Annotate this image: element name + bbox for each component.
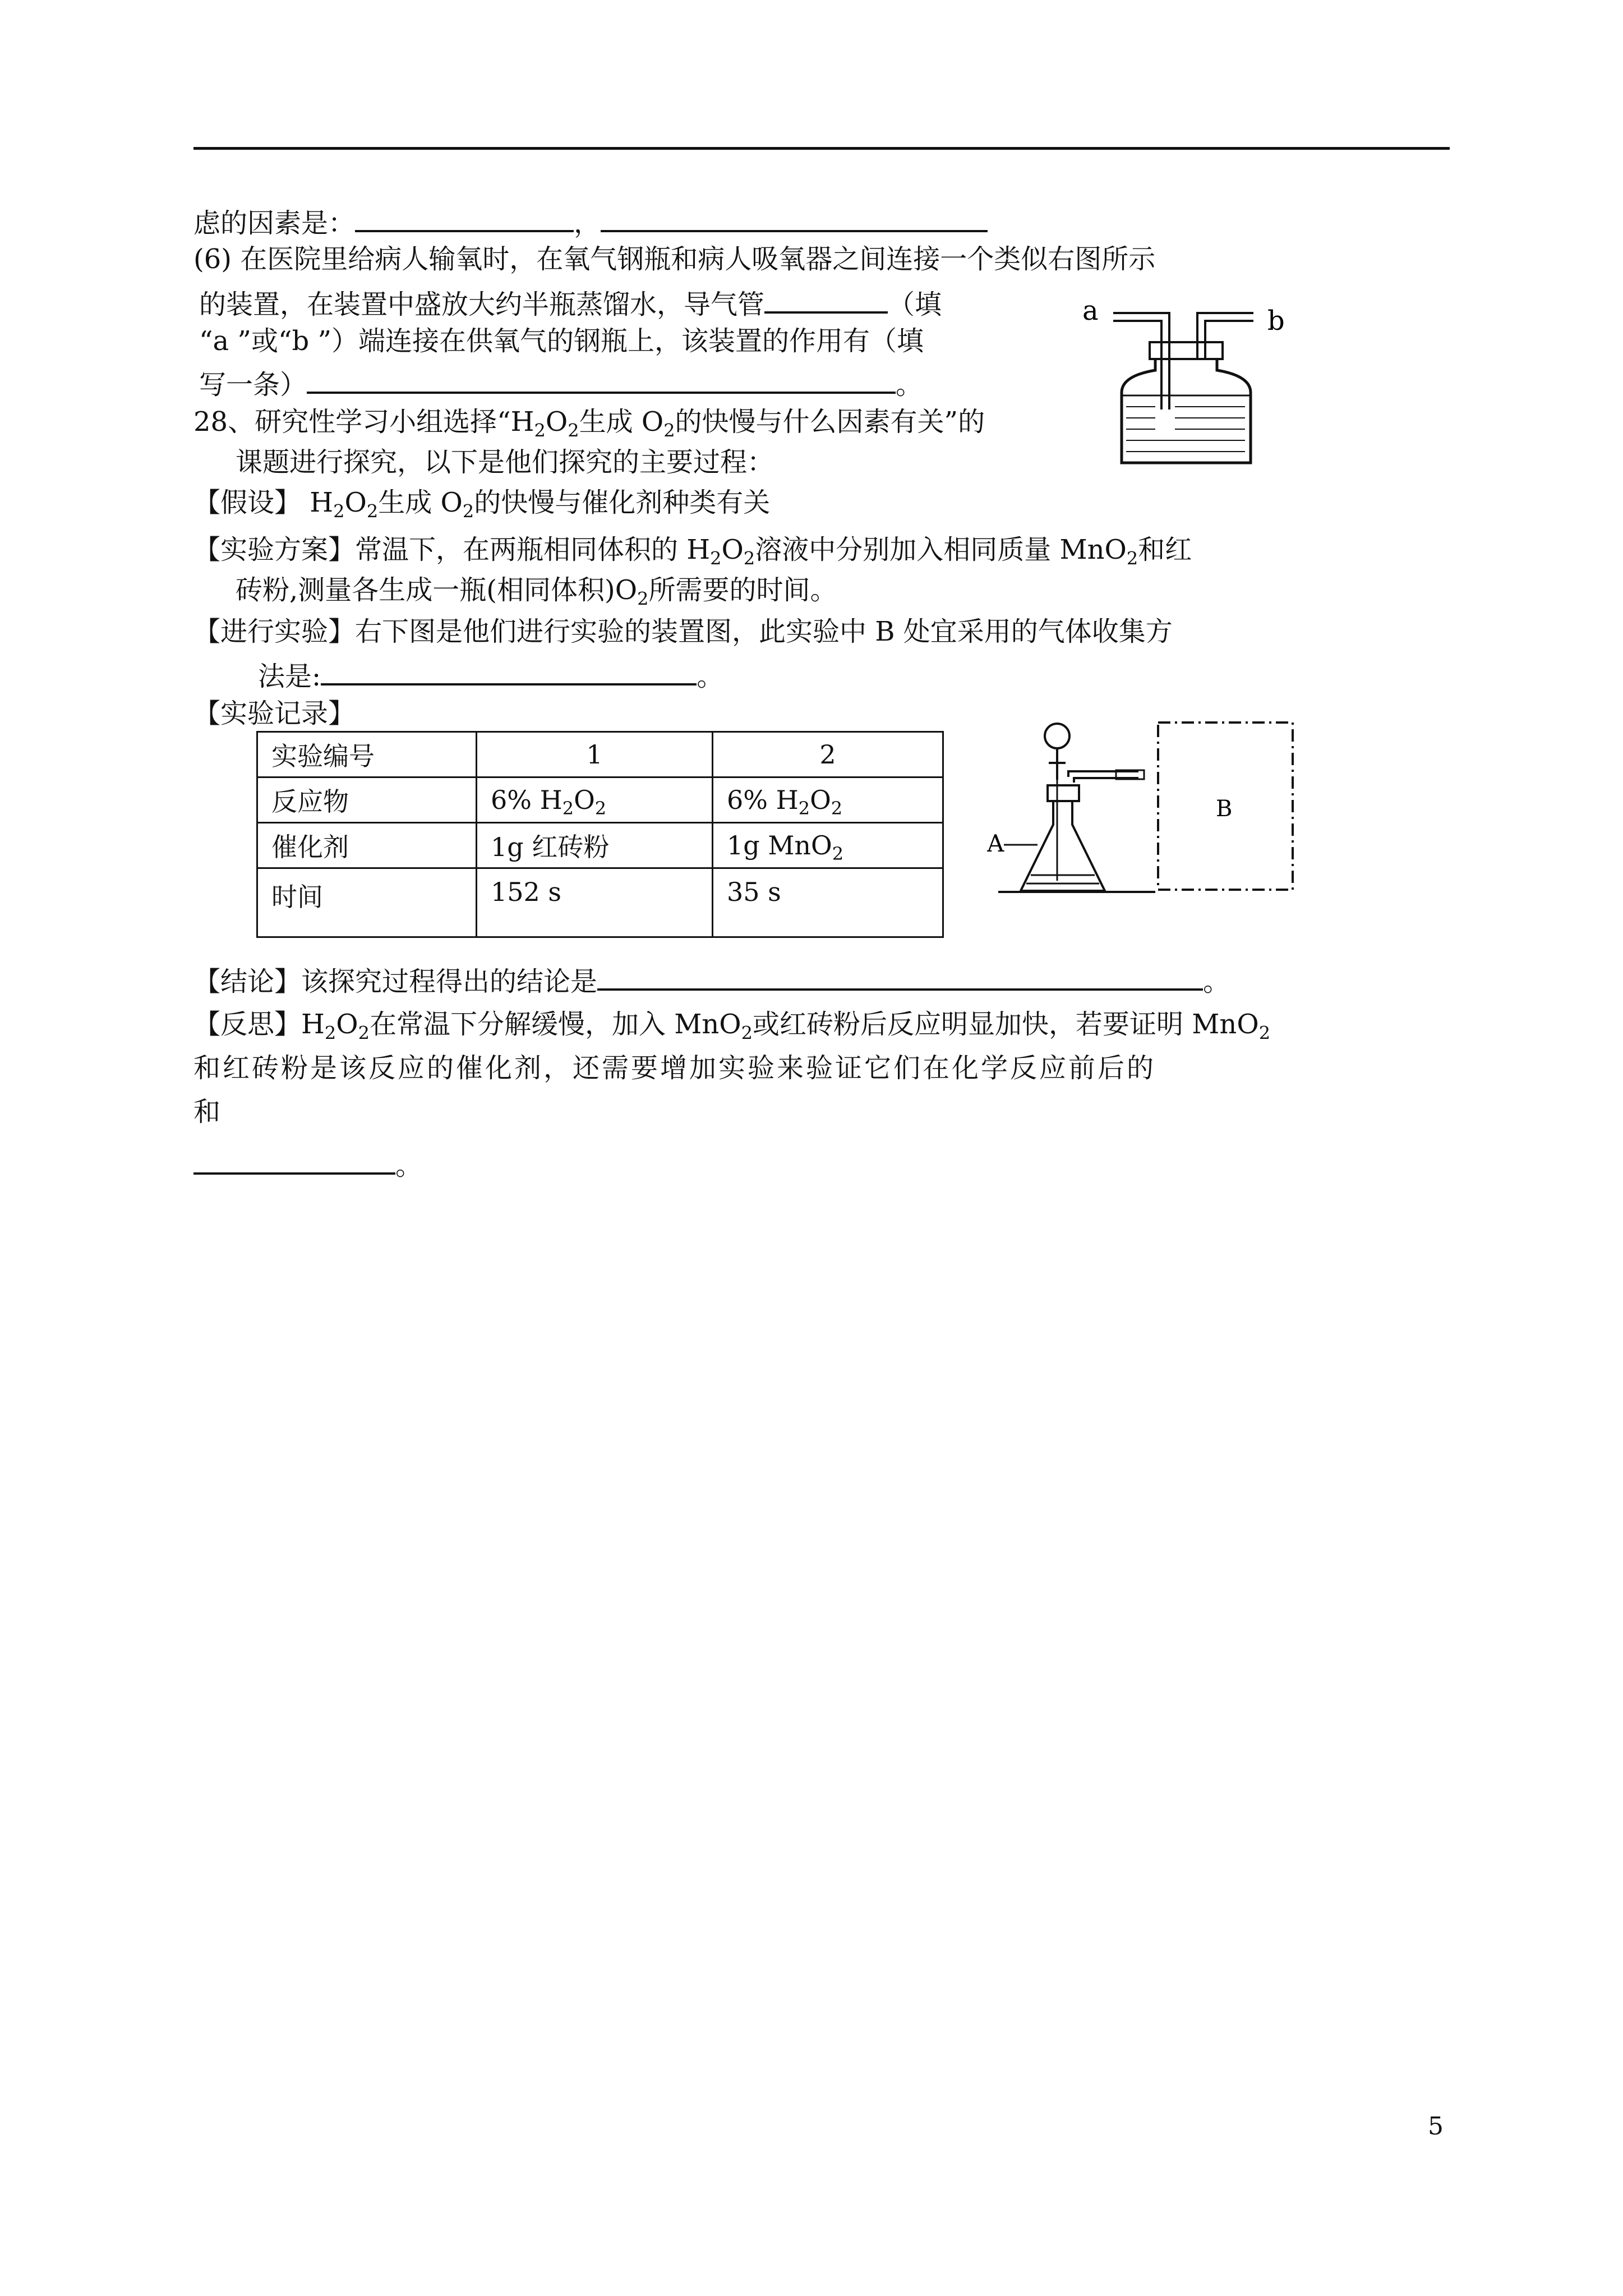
question-28-line-1 [193,404,985,440]
table-row [257,823,943,868]
text-l16: 和红砖粉是该反应的催化剂，还需要增加实验来验证它们在化学反应前后的 [193,1052,1156,1084]
subscript: 2 [534,420,546,441]
reflection-line-1 [193,1006,1270,1042]
table-row [257,868,943,937]
table-cell: 时间 [257,868,477,937]
text-l10b: 所需要的时间。 [648,574,837,606]
subscript: 2 [366,500,379,522]
text-l5-post: 。 [896,369,923,401]
answer-blank-3[interactable] [764,283,888,314]
experiment-line-2 [258,655,723,694]
text-l6a: 28、研究性学习小组选择“H [193,406,534,438]
cell-text: O [810,785,831,815]
table-cell: 反应物 [257,777,477,823]
reflection-line-3 [193,1094,220,1130]
cell-text: O [574,785,595,815]
table-cell [477,777,713,823]
experiment-line-1 [193,614,1173,650]
table-cell: 1g 红砖粉 [477,823,713,868]
label-a: a [1082,295,1099,326]
text-l9b: O [721,534,744,565]
answer-blank-7[interactable] [193,1144,395,1175]
text-l10a: 砖粉,测量各生成一瓶(相同体积)O [236,574,638,606]
subscript: 2 [1258,1022,1271,1044]
cell-text: 1g MnO [727,830,832,861]
question-6-line-4 [199,364,923,403]
table-row [257,777,943,823]
text-l12-post: 。 [697,661,724,692]
subscript: 2 [741,1022,753,1044]
hypothesis-line [193,485,770,521]
text-l8a: 【假设】 H [193,487,334,518]
question-6-line [193,241,1155,277]
label-B: B [1216,796,1233,822]
text-l15d: 或红砖粉后反应明显加快，若要证明 MnO [753,1009,1259,1040]
answer-blank-6[interactable] [597,960,1203,991]
subscript: 2 [333,500,345,522]
subscript: 2 [831,798,843,820]
text-l13: 【实验记录】 [193,698,356,729]
question-6-line-3 [199,323,924,359]
subscript: 2 [462,500,474,522]
text-l6b: O [545,406,568,438]
plan-line-2 [236,572,837,608]
table-row [257,732,943,777]
question-6-line-2 [199,283,942,323]
text-l14: 【结论】该探究过程得出的结论是 [193,966,598,997]
text-l1: 虑的因素是： [193,208,356,239]
table-cell: 实验编号 [257,732,477,777]
reflection-line-4 [193,1144,422,1184]
gas-washing-bottle-diagram [1066,280,1301,471]
text-l18-post: 。 [395,1150,423,1181]
subscript: 2 [710,547,722,569]
plan-line-1 [193,532,1192,568]
table-cell [713,823,943,868]
subscript: 2 [562,798,574,820]
text-l3-post: （填 [888,289,942,320]
text-l6c: 生成 O [579,406,664,438]
subscript: 2 [637,588,649,610]
page-number: 5 [1428,2112,1444,2141]
text-l4: “a ”或“b ”）端连接在供氧气的钢瓶上，该装置的作用有（填 [199,325,924,357]
label-A: A [987,830,1004,857]
text-l14-post: 。 [1203,966,1230,997]
subscript: 2 [798,798,810,820]
table-cell: 2 [713,732,943,777]
answer-blank-2[interactable] [601,202,988,232]
table-cell: 催化剂 [257,823,477,868]
subscript: 2 [663,420,675,441]
subscript: 2 [568,420,579,441]
text-l8b: O [344,487,367,518]
text-l17: 和 [193,1096,221,1128]
text-l1-sep: ， [574,208,601,239]
experiment-record-table [256,731,944,938]
cell-text: 6% H [491,785,562,815]
subscript: 2 [1126,547,1138,569]
text-l2: (6) 在医院里给病人输氧时，在氧气钢瓶和病人吸氧器之间连接一个类似右图所示 [193,243,1156,275]
subscript: 2 [358,1022,370,1044]
text-l9c: 溶液中分别加入相同质量 MnO [755,534,1127,565]
answer-blank-1[interactable] [355,202,574,232]
label-b: b [1267,305,1285,337]
text-l5: 写一条） [199,369,307,401]
text-l12: 法是: [258,661,321,692]
question-line-1 [193,202,988,241]
text-l3: 的装置，在装置中盛放大约半瓶蒸馏水，导气管 [199,289,765,320]
record-heading [193,696,355,731]
text-l7: 课题进行探究，以下是他们探究的主要过程： [236,447,774,478]
text-l9a: 【实验方案】常温下，在两瓶相同体积的 H [193,534,711,565]
text-l9d: 和红 [1138,534,1192,565]
reflection-line-2 [193,1050,1156,1086]
answer-blank-4[interactable] [307,364,896,394]
text-l11: 【进行实验】右下图是他们进行实验的装置图，此实验中 B 处宜采用的气体收集方 [193,616,1173,647]
table-cell: 1 [477,732,713,777]
subscript: 2 [594,798,607,820]
cell-text: 6% H [727,785,799,815]
text-l15b: O [336,1009,358,1040]
subscript: 2 [832,843,844,865]
header-rule [193,147,1450,150]
table-cell: 152 s [477,868,713,937]
experiment-apparatus-diagram [987,712,1301,903]
text-l8d: 的快慢与催化剂种类有关 [474,487,771,518]
conclusion-line [193,960,1230,1000]
subscript: 2 [324,1022,336,1044]
text-l8c: 生成 O [378,487,463,518]
table-cell [713,777,943,823]
text-l15c: 在常温下分解缓慢，加入 MnO [369,1009,741,1040]
answer-blank-5[interactable] [321,655,697,685]
table-cell: 35 s [713,868,943,937]
text-l6d: 的快慢与什么因素有关”的 [675,406,985,438]
text-l15a: 【反思】H [193,1009,325,1040]
subscript: 2 [743,547,755,569]
question-28-line-2 [236,444,774,480]
